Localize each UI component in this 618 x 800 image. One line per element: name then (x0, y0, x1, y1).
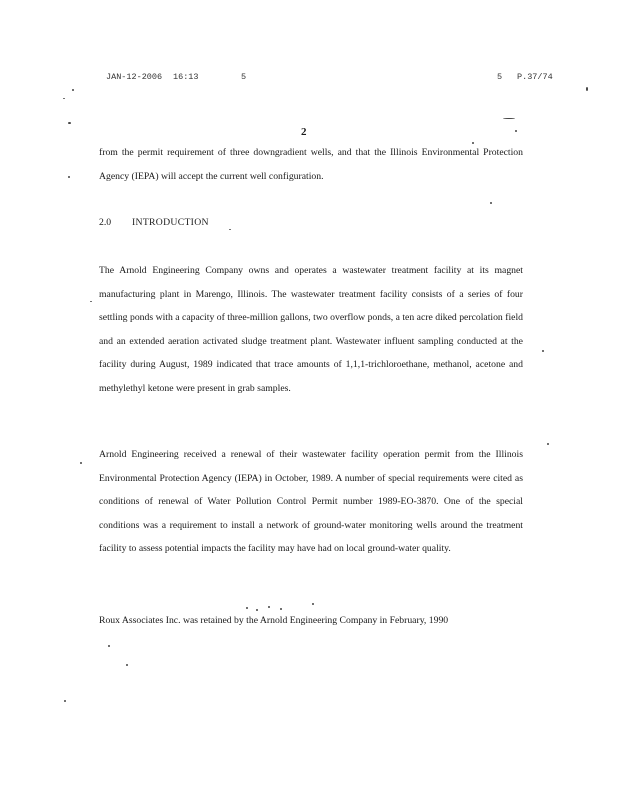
scan-speck (515, 130, 517, 132)
scan-speck (68, 122, 71, 124)
scan-speck (547, 443, 549, 445)
scan-speck (586, 87, 588, 91)
paragraph-facility-description: The Arnold Engineering Company owns and operates a wastewater treatment facility at its magnet manufacturing plant in Marengo, Illinois. The wastewater treatment facility consists of a series of four settling ponds with a capacity of three-million gallons, two overflow ponds, a ten acre diked percolation field and an extended aeration activated sludge treatment plant. Wastewater influent sampling conducted at the facility during August, 1989 indicated that trace amounts of 1,1,1-trichloroethane, methanol, acetone and methylethyl ketone were present in grab samples. (99, 265, 523, 394)
page-number: 2 (301, 126, 307, 138)
scan-speck (246, 607, 248, 609)
fax-header (0, 72, 618, 86)
section-title: INTRODUCTION (132, 217, 209, 228)
paragraph-roux-associates: Roux Associates Inc. was retained by the Arnold Engineering Company in February, 1990 (99, 615, 449, 626)
fax-sender-number: 5 (241, 72, 247, 82)
scan-speck (312, 603, 314, 605)
fax-receiver-number: 5 (497, 72, 503, 82)
scan-speck (280, 608, 282, 610)
scan-speck (256, 609, 258, 611)
scan-speck (126, 664, 128, 666)
scan-speck (268, 606, 270, 608)
scan-speck (64, 700, 66, 702)
scan-speck (503, 118, 515, 119)
scan-speck (72, 89, 74, 91)
scan-speck (490, 202, 492, 204)
paragraph-permit-renewal: Arnold Engineering received a renewal of their wastewater facility operation permit from the Illinois Environmental Protection Agency (IEPA) in October, 1989. A number of special requirements were cited as conditions of renewal of Water Pollution Control Permit number 1989-EO-3870. One of the special conditions was a requirement to install a network of ground-water monitoring wells around the treatment facility to assess potential impacts the facility may have had on local ground-water quality. (99, 449, 523, 555)
scan-speck (80, 462, 82, 464)
fax-page-count: P.37/74 (517, 72, 553, 82)
fax-date: JAN-12-2006 (106, 72, 163, 82)
scan-speck (229, 229, 231, 230)
scan-speck (63, 98, 65, 99)
scan-speck (472, 142, 474, 144)
section-heading (99, 217, 209, 228)
scan-speck (108, 645, 110, 647)
scan-speck (90, 301, 92, 302)
scan-speck (542, 350, 544, 352)
section-number: 2.0 (99, 217, 112, 228)
paragraph-continuation: from the permit requirement of three downgradient wells, and that the Illinois Environmental Protection Agency (IEPA) will accept the current well configuration. (99, 147, 523, 182)
scan-speck (68, 176, 70, 178)
fax-time: 16:13 (173, 72, 199, 82)
